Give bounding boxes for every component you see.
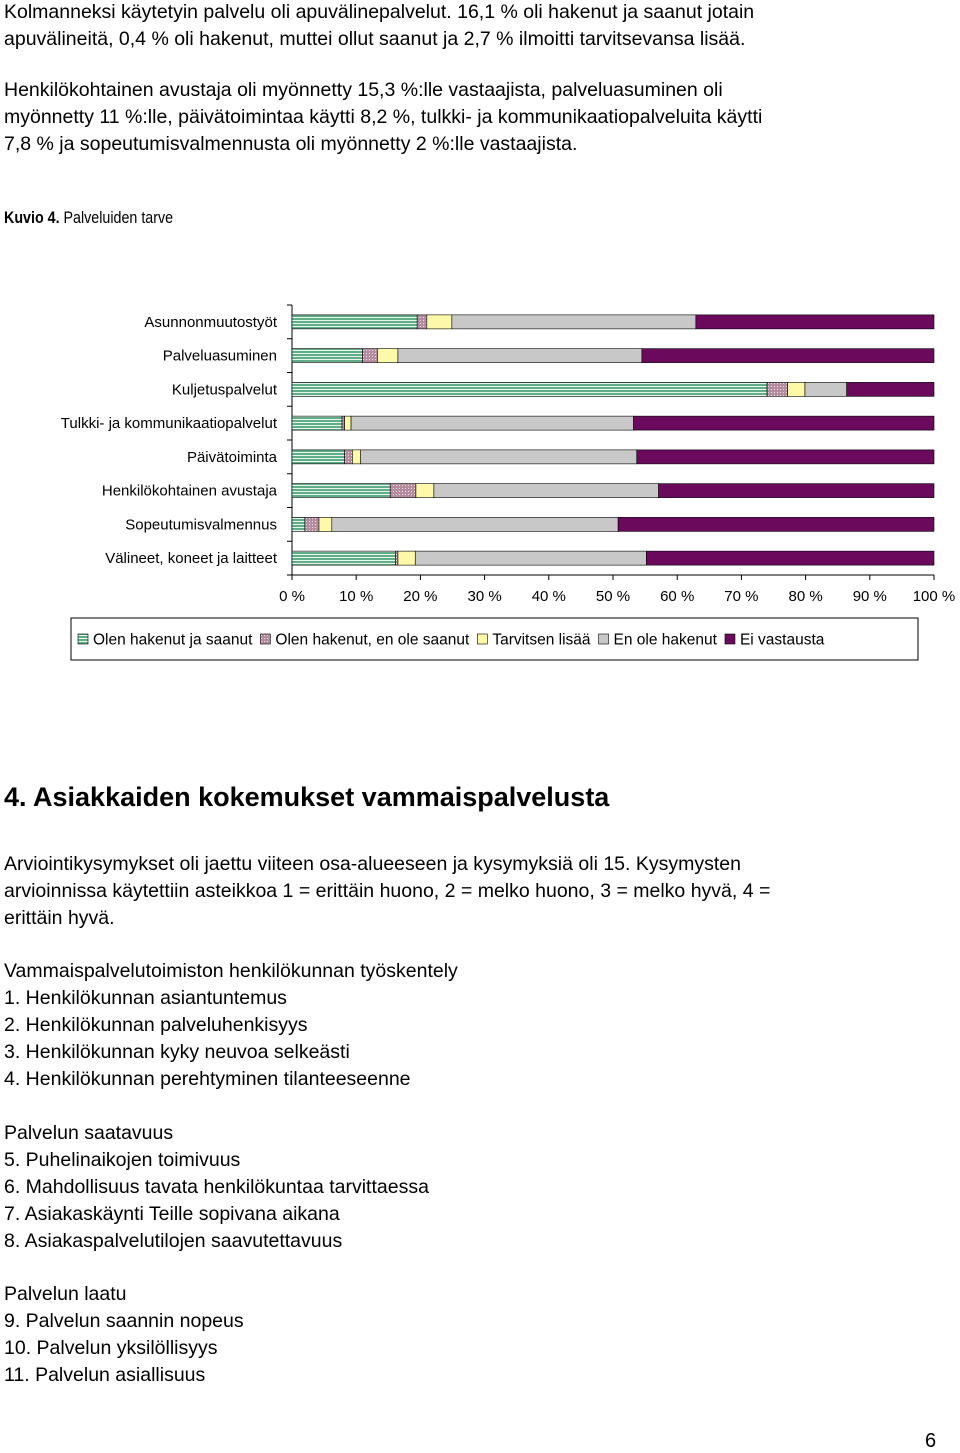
section-intro (4, 851, 944, 932)
bar-segment (452, 315, 696, 329)
section-heading: 4. Asiakkaiden kokemukset vammaispalvelusta (4, 782, 610, 812)
bar-segment (377, 349, 398, 363)
bar-segment (292, 450, 345, 464)
category-label: Palveluasuminen (162, 347, 277, 365)
legend-label: Ei vastausta (739, 631, 825, 649)
text-line: erittäin hyvä. (4, 907, 115, 929)
bar-segment (292, 315, 417, 329)
legend-label: Olen hakenut, en ole saanut (275, 631, 470, 649)
list-item: 6. Mahdollisuus tavata henkilökuntaa tarvittaessa (4, 1176, 429, 1198)
bar-segment (292, 349, 363, 363)
question-group-staff (4, 958, 458, 1093)
bar-segment (434, 484, 659, 498)
intro-paragraph-2 (4, 77, 944, 158)
category-label: Asunnonmuutostyöt (144, 313, 277, 331)
text-line: Kolmanneksi käytetyin palvelu oli apuvälinepalvelut. 16,1 % oli hakenut ja saanut jotain (4, 1, 755, 23)
bar-segment (642, 349, 934, 363)
x-tick-label: 70 % (724, 588, 759, 605)
legend-swatch (599, 634, 609, 644)
x-tick-label: 60 % (660, 588, 695, 605)
list-item: 8. Asiakaspalvelutilojen saavutettavuus (4, 1230, 343, 1252)
bar-segment (427, 315, 452, 329)
bar-segment (319, 517, 332, 531)
category-label: Päivätoiminta (186, 448, 277, 466)
figure-caption (4, 208, 173, 228)
legend-swatch (725, 634, 735, 644)
bar-segment (696, 315, 934, 329)
list-item: 9. Palvelun saannin nopeus (4, 1310, 244, 1332)
legend-swatch (78, 634, 88, 644)
bar-segment (637, 450, 934, 464)
text-line: arvioinnissa käytettiin asteikkoa 1 = erittäin huono, 2 = melko huono, 3 = melko hyvä, 4 = (4, 880, 771, 902)
bar-segment (390, 484, 416, 498)
category-label: Välineet, koneet ja laitteet (105, 550, 277, 568)
bar-segment (292, 382, 767, 396)
chart-labels (61, 314, 278, 567)
x-tick-label: 20 % (403, 588, 438, 605)
bar-segment (342, 416, 345, 430)
list-item: 10. Palvelun yksilöllisyys (4, 1337, 218, 1359)
group-title: Palvelun laatu (4, 1283, 127, 1305)
bar-segment (646, 551, 934, 565)
x-tick-label: 80 % (788, 588, 823, 605)
bar-segment (417, 315, 427, 329)
bar-segment (332, 517, 618, 531)
x-tick-label: 100 % (912, 588, 956, 605)
group-title: Vammaispalvelutoimiston henkilökunnan työskentely (4, 960, 458, 982)
group-title: Palvelun saatavuus (4, 1122, 174, 1144)
x-tick-label: 10 % (339, 588, 374, 605)
x-tick-label: 30 % (467, 588, 502, 605)
figure-number: Kuvio 4. (4, 208, 60, 227)
bar-segment (634, 416, 934, 430)
services-need-chart (0, 290, 960, 710)
text-line: 7,8 % ja sopeutumisvalmennusta oli myönnetty 2 %:lle vastaajista. (4, 133, 578, 155)
category-label: Tulkki- ja kommunikaatiopalvelut (60, 415, 277, 433)
figure-title: Palveluiden tarve (59, 208, 174, 227)
text-line: myönnetty 11 %:lle, päivätoimintaa käytti 8,2 %, tulkki- ja kommunikaatiopalveluita käytti (4, 106, 763, 128)
list-item: 11. Palvelun asiallisuus (4, 1364, 206, 1386)
x-tick-label: 50 % (595, 588, 631, 605)
question-group-quality (4, 1281, 244, 1389)
bar-segment (292, 416, 342, 430)
page-number: 6 (925, 1430, 937, 1452)
text-line: Henkilökohtainen avustaja oli myönnetty 15,3 %:lle vastaajista, palveluasuminen oli (4, 79, 723, 101)
chart-legend (71, 618, 918, 660)
bar-segment (767, 382, 788, 396)
legend-swatch (477, 634, 487, 644)
legend-label: En ole hakenut (613, 631, 717, 649)
chart-bars (292, 315, 934, 565)
bar-segment (395, 551, 398, 565)
legend-swatch (260, 634, 270, 644)
text-line: Arviointikysymykset oli jaettu viiteen osa-alueeseen ja kysymyksiä oli 15. Kysymysten (4, 853, 741, 875)
intro-paragraph-1 (4, 0, 944, 53)
bar-segment (847, 382, 934, 396)
bar-segment (788, 382, 805, 396)
bar-segment (398, 551, 415, 565)
text-line: apuvälineitä, 0,4 % oli hakenut, muttei ollut saanut ja 2,7 % ilmoitti tarvitsevansa lisää. (4, 28, 746, 50)
bar-segment (292, 484, 390, 498)
category-label: Henkilökohtainen avustaja (101, 482, 277, 500)
bar-segment (398, 349, 642, 363)
bar-segment (363, 349, 378, 363)
bar-segment (305, 517, 319, 531)
bar-segment (361, 450, 637, 464)
list-item: 5. Puhelinaikojen toimivuus (4, 1149, 241, 1171)
bar-segment (416, 484, 434, 498)
list-item: 1. Henkilökunnan asiantuntemus (4, 987, 287, 1009)
list-item: 7. Asiakaskäynti Teille sopivana aikana (4, 1203, 340, 1225)
legend-label: Tarvitsen lisää (492, 631, 591, 649)
bar-segment (415, 551, 646, 565)
bar-segment (618, 517, 934, 531)
category-label: Kuljetuspalvelut (171, 381, 277, 399)
question-group-availability (4, 1120, 429, 1255)
category-label: Sopeutumisvalmennus (125, 516, 277, 534)
bar-segment (352, 450, 360, 464)
x-tick-label: 0 % (279, 588, 305, 605)
bar-segment (345, 416, 351, 430)
bar-segment (659, 484, 934, 498)
list-item: 3. Henkilökunnan kyky neuvoa selkeästi (4, 1041, 350, 1063)
bar-segment (292, 517, 305, 531)
bar-segment (805, 382, 847, 396)
bar-segment (292, 551, 395, 565)
bar-segment (345, 450, 353, 464)
bar-segment (351, 416, 633, 430)
x-tick-label: 90 % (852, 588, 887, 605)
list-item: 2. Henkilökunnan palveluhenkisyys (4, 1014, 308, 1036)
legend-label: Olen hakenut ja saanut (93, 631, 253, 649)
x-tick-label: 40 % (531, 588, 566, 605)
list-item: 4. Henkilökunnan perehtyminen tilanteeseenne (4, 1068, 411, 1090)
